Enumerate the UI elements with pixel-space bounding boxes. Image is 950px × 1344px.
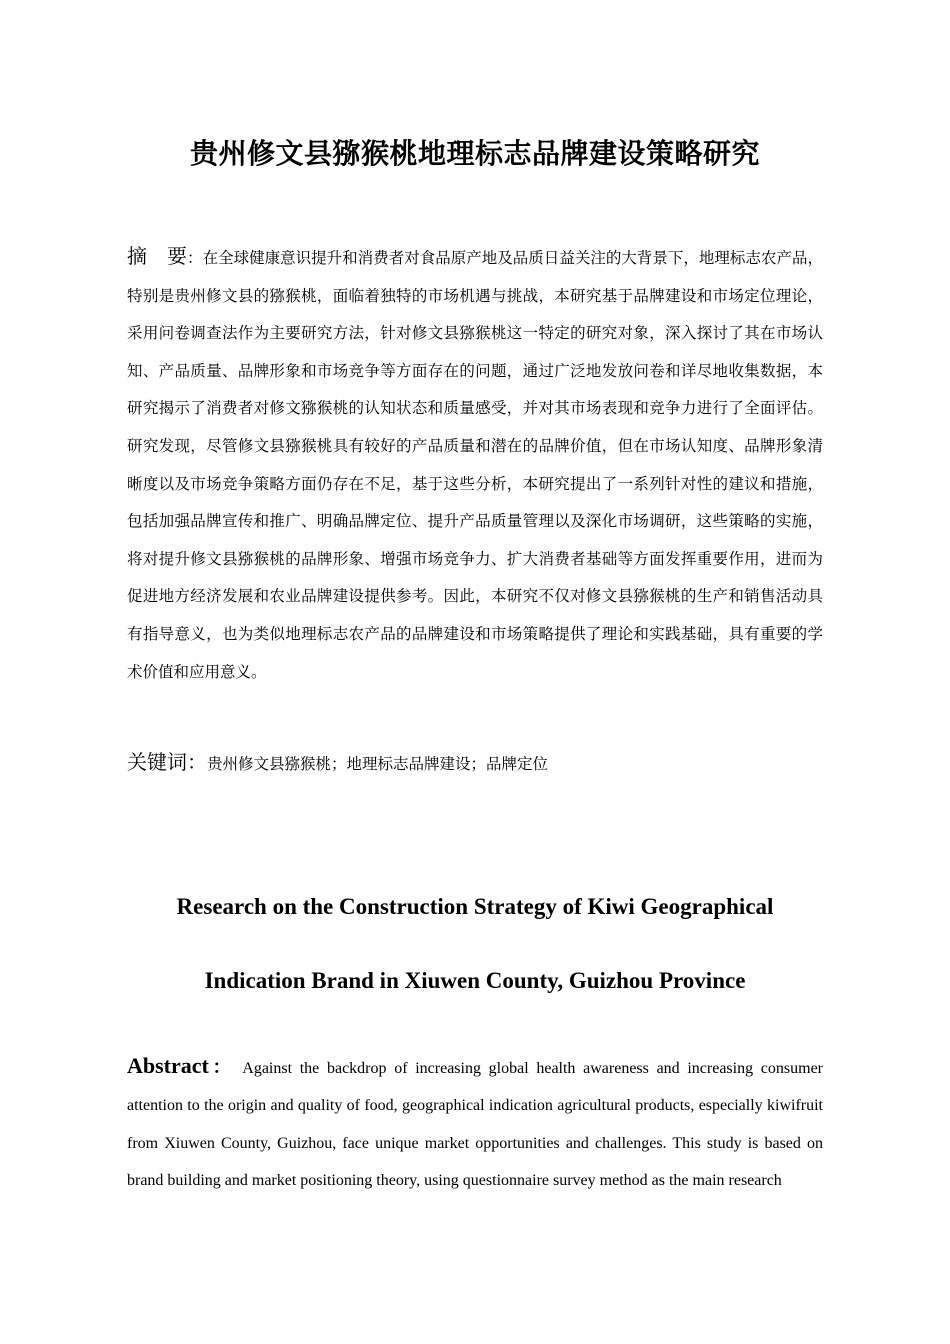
chinese-abstract bbox=[127, 238, 823, 691]
english-abstract-label: Abstract bbox=[127, 1053, 209, 1078]
chinese-title: 贵州修文县猕猴桃地理标志品牌建设策略研究 bbox=[189, 137, 760, 170]
chinese-abstract-text: 在全球健康意识提升和消费者对食品原产地及品质日益关注的大背景下，地理标志农产品，特别是贵州修文县的猕猴桃，面临着独特的市场机遇与挑战，本研究基于品牌建设和市场定位理论，采用问卷调查法作为主要研究方法，针对修文县猕猴桃这一特定的研究对象，深入探讨了其在市场认知、产品质量、品牌形象和市场竞争等方面存在的问题，通过广泛地发放问卷和详尽地收集数据，本研究揭示了消费者对修文猕猴桃的认知状态和质量感受，并对其市场表现和竞争力进行了全面评估。研究发现，尽管修文县猕猴桃具有较好的产品质量和潜在的品牌价值，但在市场认知度、品牌形象清晰度以及市场竞争策略方面仍存在不足，基于这些分析，本研究提出了一系列针对性的建议和措施，包括加强品牌宣传和推广、明确品牌定位、提升产品质量管理以及深化市场调研，这些策略的实施，将对提升修文县猕猴桃的品牌形象、增强市场竞争力、扩大消费者基础等方面发挥重要作用，进而为促进地方经济发展和农业品牌建设提供参考。因此，本研究不仅对修文县猕猴桃的生产和销售活动具有指导意义，也为类似地理标志农产品的品牌建设和市场策略提供了理论和实践基础，具有重要的学术价值和应用意义。 bbox=[127, 249, 823, 681]
chinese-keywords bbox=[127, 744, 823, 782]
english-title-line-1: Research on the Construction Strategy of Kiwi Geographical bbox=[176, 894, 774, 919]
english-abstract-colon: ： bbox=[208, 1057, 235, 1077]
english-title-line-2: Indication Brand in Xiuwen County, Guizhou Province bbox=[204, 968, 746, 993]
chinese-abstract-colon: ： bbox=[187, 249, 203, 267]
chinese-abstract-label: 摘 要 bbox=[127, 244, 188, 268]
english-abstract-text: Against the backdrop of increasing global health awareness and increasing consumer attention to the origin and quality of food, geographical indication agricultural products, especially kiwifruit from Xiuwen County, Guizhou, face unique market opportunities and challenges. This study is based on brand building and market positioning theory, using questionnaire survey method as the main research bbox=[127, 1060, 824, 1190]
chinese-keywords-colon: ： bbox=[187, 750, 207, 774]
chinese-keywords-text: 贵州修文县猕猴桃；地理标志品牌建设；品牌定位 bbox=[207, 755, 549, 773]
chinese-keywords-label: 关键词 bbox=[127, 750, 187, 774]
english-abstract bbox=[127, 1047, 823, 1200]
english-title bbox=[0, 870, 950, 1018]
